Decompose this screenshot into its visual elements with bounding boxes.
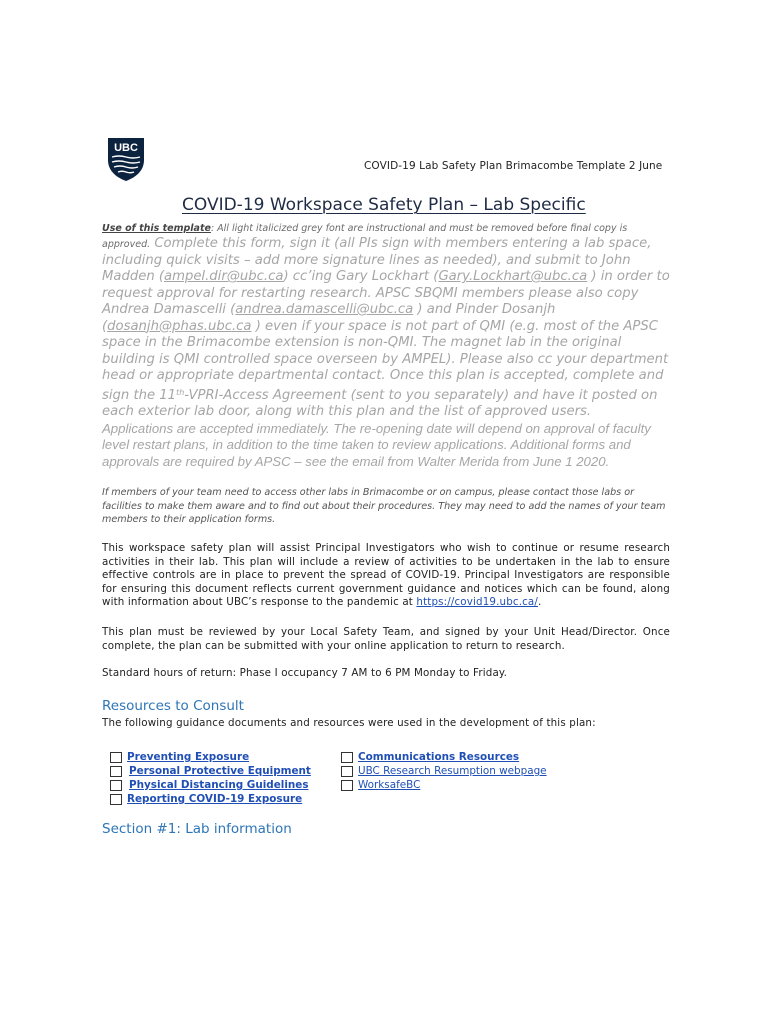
resource-item [341, 778, 547, 792]
resource-item [341, 764, 547, 778]
resources-heading: Resources to Consult [102, 698, 244, 714]
research-resumption-link[interactable]: UBC Research Resumption webpage [358, 765, 547, 777]
email-lockhart-link[interactable]: Gary.Lockhart@ubc.ca [438, 269, 588, 284]
resources-left-column [110, 750, 311, 806]
review-paragraph: This plan must be reviewed by your Local Safety Team, and signed by your Unit Head/Director. Once complete, the plan can be submitted with your online application to return to research. [102, 626, 670, 652]
preventing-exposure-link[interactable]: Preventing Exposure [127, 751, 250, 763]
instructions-t4: ) and Pinder Dosanjh ( [102, 302, 556, 334]
email-damascelli-link[interactable]: andrea.damascelli@ubc.ca [235, 302, 414, 317]
instructions-t2: ) cc’ing Gary Lockhart ( [283, 269, 439, 284]
reporting-exposure-link[interactable]: Reporting COVID-19 Exposure [127, 793, 303, 805]
instructions-note: If members of your team need to access other labs in Brimacombe or on campus, please contact those labs or facilities to make them aware and to find out about their procedures. They may need to add the names of your team members to their application forms. [102, 487, 666, 526]
instructions-small: : All light italicized grey font are instructional and must be removed before final copy is approved. [102, 223, 628, 250]
intro-paragraph-end: . [538, 596, 542, 609]
instructions-block [102, 221, 670, 470]
instructions-t7: Applications are accepted immediately. The re-opening date will depend on approval of faculty level restart plans, in addition to the time taken to review applications. Additional forms and approvals are required by APSC – see the email from Walter Merida from June 1 2020. [102, 420, 651, 469]
resource-item [110, 778, 311, 792]
instructions-t1: Complete this form, sign it (all PIs sign with members entering a lab space, including quick visits – add more signature lines as needed), and submit to John Madden ( [102, 236, 652, 284]
instructions-t3: ) in order to request approval for restarting research. APSC SBQMI members please also copy Andrea Damascelli ( [102, 269, 670, 317]
ubc-logo [106, 136, 146, 182]
instructions-lead: Use of this template [102, 223, 211, 234]
resources-intro: The following guidance documents and resources were used in the development of this plan: [102, 717, 596, 729]
checkbox[interactable] [110, 794, 122, 805]
resources-right-column [341, 750, 547, 792]
resource-item [341, 750, 547, 764]
instructions-text [102, 221, 670, 421]
checkbox[interactable] [110, 766, 122, 777]
physical-distancing-link[interactable]: Physical Distancing Guidelines [129, 779, 309, 791]
covid19-ubc-link[interactable]: https://covid19.ubc.ca/ [416, 596, 539, 609]
ppe-link[interactable]: Personal Protective Equipment [129, 765, 311, 777]
checkbox[interactable] [341, 752, 353, 763]
checkbox[interactable] [110, 752, 122, 763]
worksafebc-link[interactable]: WorksafeBC [358, 779, 421, 791]
logo-text: UBC [114, 142, 138, 154]
email-madden-link[interactable]: ampel.dir@ubc.ca [164, 269, 284, 284]
hours-paragraph: Standard hours of return: Phase I occupancy 7 AM to 6 PM Monday to Friday. [102, 667, 508, 679]
section1-heading: Section #1: Lab information [102, 821, 292, 837]
page-title: COVID-19 Workspace Safety Plan – Lab Specific [182, 195, 586, 215]
communications-resources-link[interactable]: Communications Resources [358, 751, 520, 763]
instructions-t5: ) even if your space is not part of QMI (e.g. most of the APSC space in the Brimacombe extension is non-QMI. The magnet lab in the original building is QMI controlled space overseen by AMPEL). Please also cc your department head or appropriate departmental contact. Once this plan is accepted, complete and sign the 11 [102, 318, 669, 403]
template-label: COVID-19 Lab Safety Plan Brimacombe Template 2 June [364, 160, 663, 172]
checkbox[interactable] [341, 780, 353, 791]
email-dosanjh-link[interactable]: dosanjh@phas.ubc.ca [107, 318, 252, 334]
checkbox[interactable] [341, 766, 353, 777]
resource-item [110, 792, 311, 806]
checkbox[interactable] [110, 780, 122, 791]
instructions-t6: -VPRI-Access Agreement (sent to you separately) and have it posted on each exterior lab door, along with this plan and the list of approved users. [102, 387, 658, 420]
instructions-sup: th [176, 387, 185, 397]
intro-paragraph-text: This workspace safety plan will assist Principal Investigators who wish to continue or resume research activities in their lab. This plan will include a review of activities to be undertaken in the lab to ensure effective controls are in place to prevent the spread of COVID-19. Principal Investigators are responsible for ensuring this document reflects current government guidance and notices which can be found, along with information about UBC’s response to the pandemic at [102, 542, 670, 609]
intro-paragraph [102, 542, 670, 610]
resource-item [110, 764, 311, 778]
resource-item [110, 750, 311, 764]
